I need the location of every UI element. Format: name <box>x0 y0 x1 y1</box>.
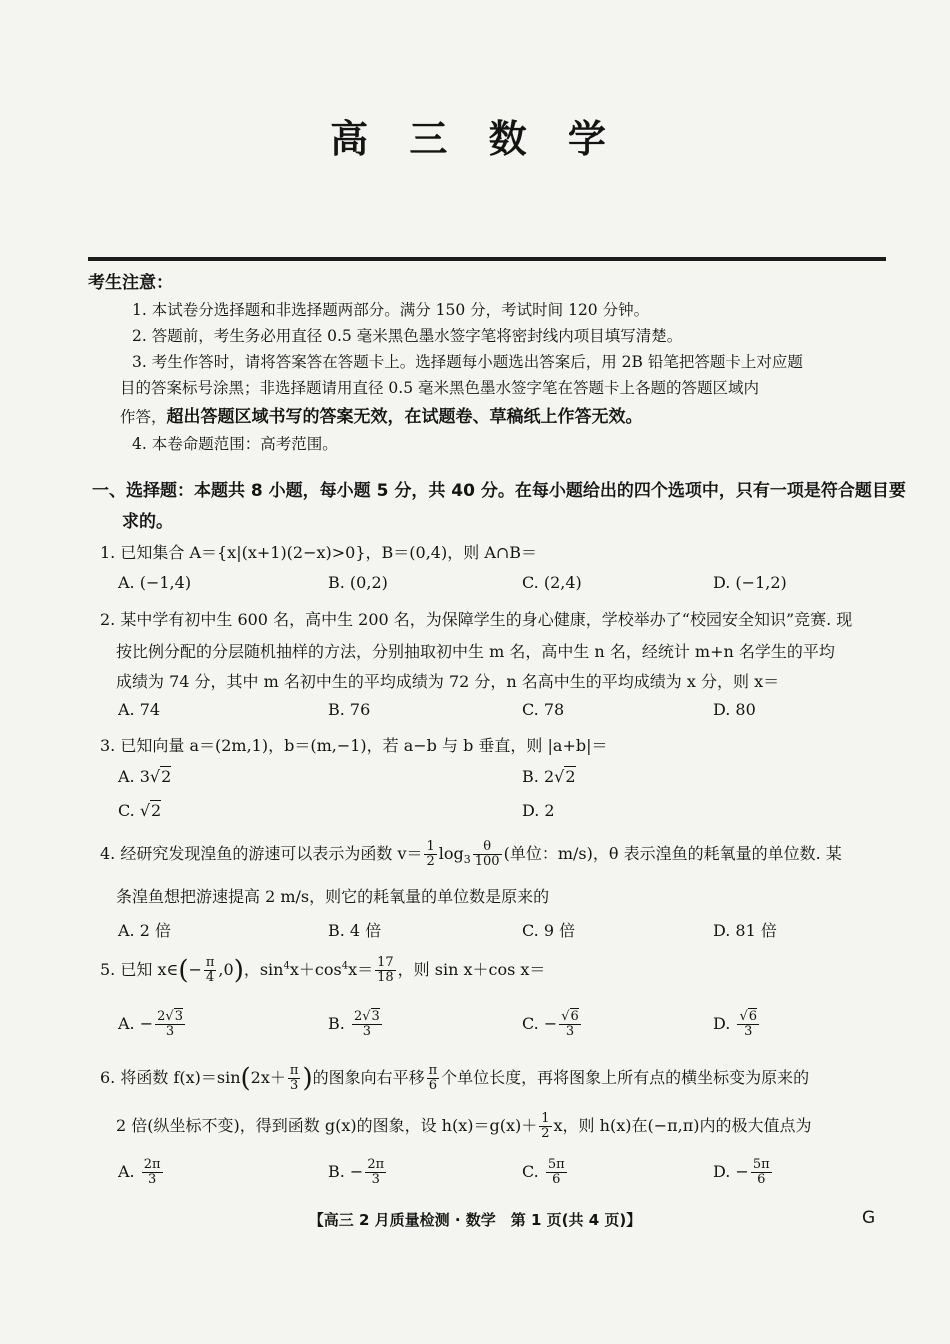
page-title: 高 三 数 学 <box>330 116 620 161</box>
question-1: 1. 已知集合 A＝{x|(x+1)(2−x)>0}，B＝(0,4)，则 A∩B＝ <box>100 543 538 562</box>
question-6-line-2 <box>116 1112 811 1141</box>
notice-emphasis: 超出答题区域书写的答案无效，在试题卷、草稿纸上作答无效。 <box>166 407 643 427</box>
q3-b-label: B. <box>522 767 544 786</box>
q1-option-d: D. (−1,2) <box>713 573 787 592</box>
q3-b-radicand: 2 <box>565 767 576 786</box>
q6-mid: 2x＋ <box>250 1068 286 1087</box>
q5-c-radicand: 6 <box>570 1009 579 1024</box>
q5-c-label: C. − <box>522 1014 558 1033</box>
q6-p-num: π <box>289 1063 299 1078</box>
notice-item-3-tail: 作答， <box>120 408 167 426</box>
q5-a-radicand: 3 <box>174 1009 183 1024</box>
q6-half-fraction <box>539 1112 551 1141</box>
q5-mid2: x＋cos <box>289 960 342 979</box>
q3-option-d: D. 2 <box>522 801 555 820</box>
q4-f1-num: 1 <box>426 839 435 854</box>
q5-pow-sin: 4 <box>283 960 290 972</box>
q3-a-radicand: 2 <box>161 767 172 786</box>
q5-c-num: √6 <box>561 1009 579 1024</box>
q4-f1-den: 2 <box>426 854 435 869</box>
q6-lparen: ( <box>240 1063 251 1094</box>
q5-pre: 5. 已知 x∈ <box>100 960 179 979</box>
q6-p-den: 3 <box>290 1078 299 1093</box>
q3-a-coef: 3 <box>139 767 150 786</box>
section-heading: 一、选择题：本题共 8 小题，每小题 5 分，共 40 分。在每小题给出的四个选项中，只有一项是符合题目要 <box>92 481 906 501</box>
q5-a-fraction <box>155 1010 185 1039</box>
q3-b-coef: 2 <box>543 767 555 786</box>
q6-d-fraction <box>751 1158 772 1187</box>
q5-r-num: 17 <box>377 955 394 970</box>
q4-f2-num: θ <box>473 840 502 855</box>
q3-c-radicand: 2 <box>151 801 162 820</box>
q5-option-b <box>328 1010 384 1039</box>
q6-d-label: D. − <box>713 1162 749 1181</box>
q3-option-c: C. √2 <box>118 801 162 820</box>
question-2-line-3: 成绩为 74 分，其中 m 名初中生的平均成绩为 72 分，n 名高中生的平均成绩为 x 分，则 x＝ <box>116 672 780 691</box>
notice-item-3-cont: 目的答案标号涂黑；非选择题请用直径 0.5 毫米黑色墨水签字笔在答题卡上各题的答题区域内 <box>120 379 760 397</box>
q5-d-num: √6 <box>739 1009 758 1024</box>
q5-a-coef: 2 <box>157 1009 166 1024</box>
q3-option-b: B. 2√2 <box>522 767 576 786</box>
q1-option-b: B. (0,2) <box>328 573 388 592</box>
q6-option-d <box>713 1158 774 1187</box>
q5-mid3: x＝ <box>348 960 374 979</box>
notice-item-1: 1. 本试卷分选择题和非选择题两部分。满分 150 分，考试时间 120 分钟。 <box>132 301 650 319</box>
q5-b-label: B. <box>328 1014 350 1033</box>
q5-c-fraction <box>559 1010 581 1039</box>
q3-a-label: A. <box>118 767 140 786</box>
q5-ratio-fraction <box>375 956 396 985</box>
q6-post: 个单位长度，再将图象上所有点的横坐标变为原来的 <box>441 1068 810 1087</box>
q3-c-label: C. <box>118 801 140 820</box>
q5-a-den: 3 <box>165 1024 175 1039</box>
q5-option-a <box>118 1010 187 1039</box>
q5-r-den: 18 <box>377 970 394 985</box>
notice-item-4: 4. 本卷命题范围：高考范围。 <box>132 435 338 453</box>
notice-item-3: 3. 考生作答时，请将答案答在答题卡上。选择题每小题选出答案后，用 2B 铅笔把答题卡上对应题 <box>132 353 803 371</box>
q5-b-coef: 2 <box>353 1009 363 1024</box>
q4-option-c: C. 9 倍 <box>522 921 576 940</box>
q6-c-label: C. <box>522 1162 544 1181</box>
q6-s-num: π <box>428 1063 438 1078</box>
q5-option-d <box>713 1010 761 1039</box>
q6-h-den: 2 <box>541 1126 550 1141</box>
q5-lparen: ( <box>178 955 189 986</box>
q5-post: ，则 sin x＋cos x＝ <box>397 960 546 979</box>
notice-heading: 考生注意： <box>88 273 173 293</box>
q4-log-base: 3 <box>463 853 471 867</box>
q4-fraction-theta <box>473 840 502 869</box>
q6-c-fraction <box>546 1158 567 1187</box>
q5-a-num: 2√3 <box>157 1009 183 1024</box>
q5-d-radicand: 6 <box>748 1009 758 1024</box>
q6-b-label: B. − <box>328 1162 364 1181</box>
q6-a-label: A. <box>118 1162 140 1181</box>
q5-rparen: ) <box>233 955 244 986</box>
q6-c-num: 5π <box>547 1157 565 1172</box>
question-4-line-2: 条湟鱼想把游速提高 2 m/s，则它的耗氧量的单位数是原来的 <box>116 887 550 906</box>
notice-item-2: 2. 答题前，考生务必用直径 0.5 毫米黑色墨水签字笔将密封线内项目填写清楚。 <box>132 327 683 345</box>
q2-option-b: B. 76 <box>328 700 371 719</box>
q6-shift-fraction <box>427 1064 440 1093</box>
q6-option-a <box>118 1158 165 1187</box>
question-3: 3. 已知向量 a＝(2m,1)，b＝(m,−1)，若 a−b 与 b 垂直，则 |a+b|＝ <box>100 736 608 755</box>
q4-post: (单位：m/s)，θ 表示湟鱼的耗氧量的单位数. 某 <box>503 844 842 863</box>
question-2-line-1: 2. 某中学有初中生 600 名，高中生 200 名，为保障学生的身心健康，学校举办了“校园安全知识”竞赛. 现 <box>100 610 853 629</box>
q2-option-c: C. 78 <box>522 700 565 719</box>
q6-a-den: 3 <box>148 1172 157 1187</box>
q5-mid: ，sin <box>243 960 284 979</box>
q1-option-c: C. (2,4) <box>522 573 582 592</box>
q6-a-fraction <box>142 1158 163 1187</box>
q5-d-fraction <box>737 1010 759 1039</box>
q6-s-den: 6 <box>428 1078 438 1093</box>
q5-b-num: 2√3 <box>353 1009 380 1024</box>
q4-fraction-half <box>424 840 436 869</box>
q6-option-c <box>522 1158 569 1187</box>
q4-log: log <box>438 844 464 863</box>
q6-b-fraction <box>365 1158 386 1187</box>
question-2-line-2: 按比例分配的分层随机抽样的方法，分别抽取初中生 m 名，高中生 n 名，经统计 m+n 名学生的平均 <box>116 642 835 661</box>
q6-a-num: 2π <box>143 1157 161 1172</box>
q5-b-den: 3 <box>362 1024 371 1039</box>
q4-option-a: A. 2 倍 <box>118 921 171 940</box>
q5-c-den: 3 <box>565 1024 575 1039</box>
q5-pi-num: π <box>205 955 215 970</box>
q3-option-a: A. 3√2 <box>118 767 172 786</box>
q2-option-a: A. 74 <box>118 700 161 719</box>
q5-zero: ,0 <box>218 960 234 979</box>
question-4-line-1 <box>100 840 842 869</box>
q5-pi-fraction <box>204 956 217 985</box>
q5-pi-den: 4 <box>206 970 215 985</box>
q6-b-den: 3 <box>371 1172 380 1187</box>
corner-mark: G <box>862 1208 876 1228</box>
question-5 <box>100 956 545 985</box>
q6-mid2: 的图象向右平移 <box>312 1068 425 1087</box>
q5-d-den: 3 <box>744 1024 753 1039</box>
header-divider <box>88 257 886 261</box>
q6-line2-pre: 2 倍(纵坐标不变)，得到函数 g(x)的图象，设 h(x)＝g(x)＋ <box>116 1116 538 1135</box>
q5-pow-cos: 4 <box>341 960 349 972</box>
q6-line2-post: x，则 h(x)在(−π,π)内的极大值点为 <box>553 1116 812 1135</box>
q4-f2-den: 100 <box>474 854 500 869</box>
q6-c-den: 6 <box>552 1172 561 1187</box>
q6-pre: 6. 将函数 f(x)＝sin <box>100 1068 241 1087</box>
q6-rparen: ) <box>302 1063 313 1094</box>
q5-b-radicand: 3 <box>371 1009 380 1024</box>
notice-item-3-end <box>120 402 643 427</box>
q6-d-num: 5π <box>752 1157 770 1172</box>
q5-d-label: D. <box>713 1014 736 1033</box>
page-footer: 【高三 2 月质量检测 · 数学 第 1 页(共 4 页)】 <box>308 1211 642 1229</box>
section-heading-cont: 求的。 <box>122 512 173 532</box>
q4-pre: 4. 经研究发现湟鱼的游速可以表示为函数 v＝ <box>100 844 423 863</box>
q4-option-b: B. 4 倍 <box>328 921 382 940</box>
q2-option-d: D. 80 <box>713 700 756 719</box>
q5-neg: − <box>188 960 202 979</box>
question-6-line-1 <box>100 1064 809 1093</box>
q6-h-num: 1 <box>541 1111 550 1126</box>
q5-option-c <box>522 1010 583 1039</box>
q1-option-a: A. (−1,4) <box>118 573 192 592</box>
q4-option-d: D. 81 倍 <box>713 921 777 940</box>
q5-b-fraction <box>352 1010 382 1039</box>
q6-phase-fraction <box>288 1064 301 1093</box>
q6-option-b <box>328 1158 388 1187</box>
q5-a-label: A. − <box>118 1014 154 1033</box>
q6-d-den: 6 <box>757 1172 766 1187</box>
q6-b-num: 2π <box>367 1157 385 1172</box>
